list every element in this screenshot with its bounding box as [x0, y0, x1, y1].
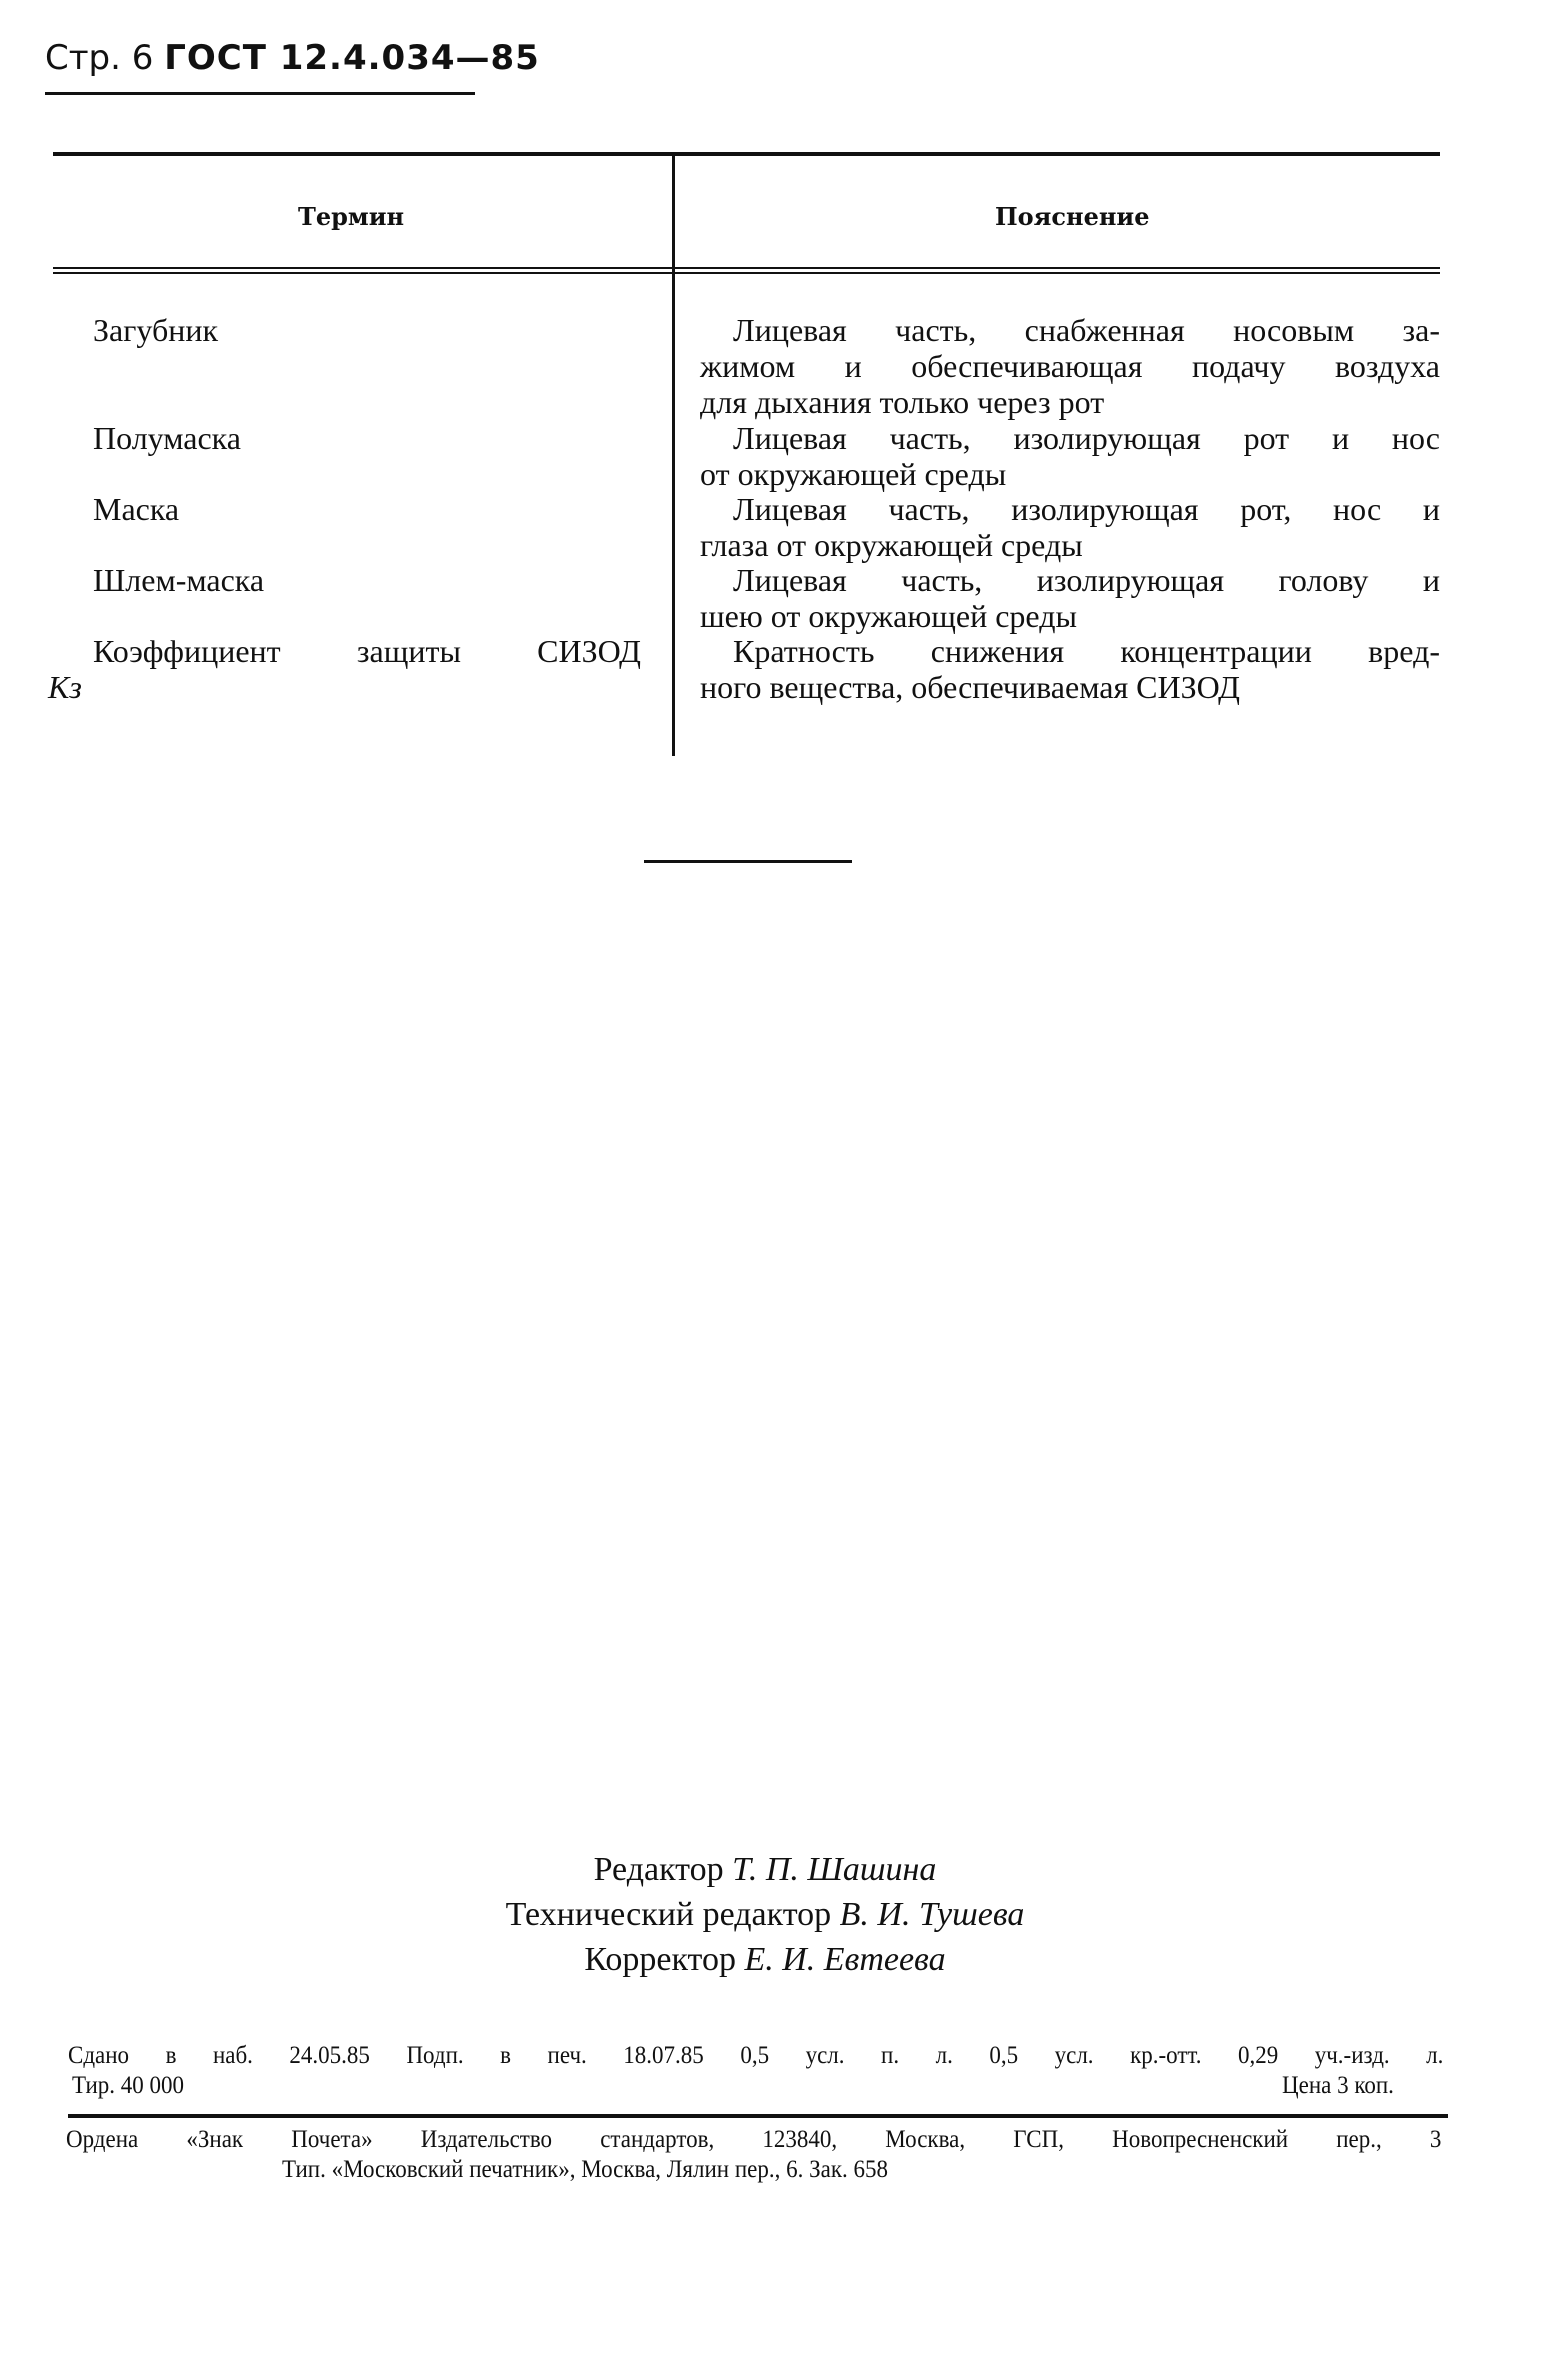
circulation: Тир. 40 000	[72, 2072, 185, 2099]
price: Цена 3 коп.	[1282, 2072, 1394, 2099]
column-divider	[672, 156, 675, 756]
explanation-line: шею от окружающей среды	[700, 598, 1077, 634]
imprint-rule	[68, 2114, 1448, 2118]
explanation-line: жимом и обеспечивающая подачу воздуха	[700, 348, 1440, 384]
standard-number: ГОСТ 12.4.034—85	[164, 38, 540, 78]
explanation-line: Кратность снижения концентрации вред-	[733, 633, 1440, 669]
column-header-explanation: Пояснение	[995, 202, 1150, 231]
explanation-line: ного вещества, обеспечиваемая СИЗОД	[700, 669, 1240, 705]
explanation-line: глаза от окружающей среды	[700, 527, 1083, 563]
term-cell	[48, 633, 641, 705]
printer: Тип. «Московский печатник», Москва, Лялин пер., 6. Зак. 658	[282, 2156, 889, 2183]
header-rule	[45, 92, 475, 95]
credit-corrector: Корректор Е. И. Евтеева	[584, 1941, 946, 1978]
explanation-cell	[700, 312, 1440, 420]
explanation-line: Лицевая часть, изолирующая рот и нос	[733, 420, 1440, 456]
page-header	[45, 38, 540, 78]
explanation-line: от окружающей среды	[700, 456, 1007, 492]
term-cell: Маска	[93, 491, 180, 527]
term-cell: Загубник	[93, 312, 219, 348]
table-top-rule	[53, 152, 1440, 156]
explanation-line: Лицевая часть, снабженная носовым за-	[733, 312, 1440, 348]
term-symbol: Kз	[48, 669, 82, 705]
credit-tech-editor: Технический редактор В. И. Тушева	[505, 1896, 1025, 1933]
credit-editor: Редактор Т. П. Шашина	[593, 1851, 937, 1888]
term-text: Коэффициент защиты СИЗОД	[93, 633, 641, 669]
imprint-line: Сдано в наб. 24.05.85 Подп. в печ. 18.07.85 0,5 усл. п. л. 0,5 усл. кр.-отт. 0,29 уч.-изд. л.	[68, 2042, 1444, 2069]
page-number: Стр. 6	[45, 38, 154, 78]
explanation-line: Лицевая часть, изолирующая голову и	[733, 562, 1440, 598]
end-rule	[644, 860, 852, 863]
term-cell: Шлем-маска	[93, 562, 265, 598]
table-header-rule	[53, 267, 1440, 269]
explanation-cell	[700, 420, 1440, 492]
explanation-cell	[700, 562, 1440, 634]
explanation-cell	[700, 491, 1440, 563]
explanation-line: Лицевая часть, изолирующая рот, нос и	[733, 491, 1440, 527]
explanation-cell	[700, 633, 1440, 705]
term-cell: Полумаска	[93, 420, 241, 456]
publisher: Ордена «Знак Почета» Издательство стандартов, 123840, Москва, ГСП, Новопресненский пер., 3	[66, 2126, 1442, 2153]
column-header-term: Термин	[298, 202, 405, 231]
table-header-rule-2	[53, 272, 1440, 274]
explanation-line: для дыхания только через рот	[700, 384, 1105, 420]
